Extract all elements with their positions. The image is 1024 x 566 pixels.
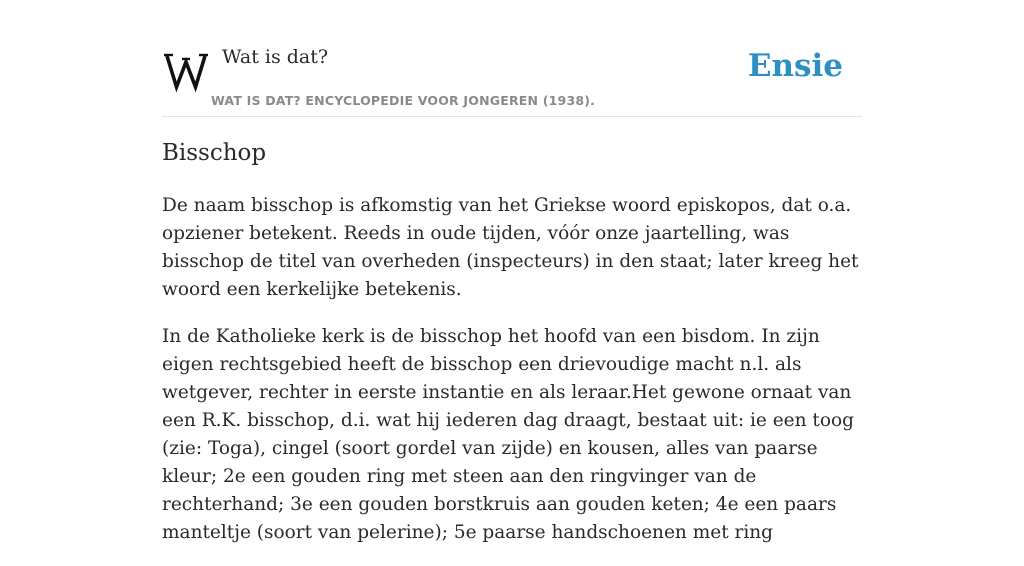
wikipedia-w-icon[interactable] — [164, 51, 208, 91]
brand-logo-link[interactable]: Ensie — [747, 48, 843, 84]
source-header — [162, 0, 862, 117]
article-title: Bisschop — [162, 140, 267, 166]
source-title[interactable]: Wat is dat? — [222, 46, 329, 68]
article-paragraph: De naam bisschop is afkomstig van het Griekse woord episkopos, dat o.a. opziener betekent. Reeds in oude tijden, vóór onze jaartelling, was bisschop de titel van overheden (inspecteurs) in den staat; later kreeg het woord een kerkelijke betekenis. — [162, 195, 859, 300]
content-container — [162, 0, 862, 543]
article-body — [162, 192, 862, 566]
article-paragraph: In de Katholieke kerk is de bisschop het hoofd van een bisdom. In zijn eigen rechtsgebied heeft de bisschop een drievoudige macht n.l. als wetgever, rechter in eerste instantie en als leraar.Het gewone ornaat van een R.K. bisschop, d.i. wat hij iederen dag draagt, bestaat uit: ie een toog (zie: Toga), cingel (soort gordel van zijde) en kousen, alles van paarse kleur; 2e een gouden ring met steen aan den ringvinger van de rechterhand; 3e een gouden borstkruis aan gouden keten; 4e een paars manteltje (soort van pelerine); 5e paarse handschoenen met ring — [162, 326, 854, 543]
source-subtitle: WAT IS DAT? ENCYCLOPEDIE VOOR JONGEREN (1938). — [211, 93, 596, 108]
